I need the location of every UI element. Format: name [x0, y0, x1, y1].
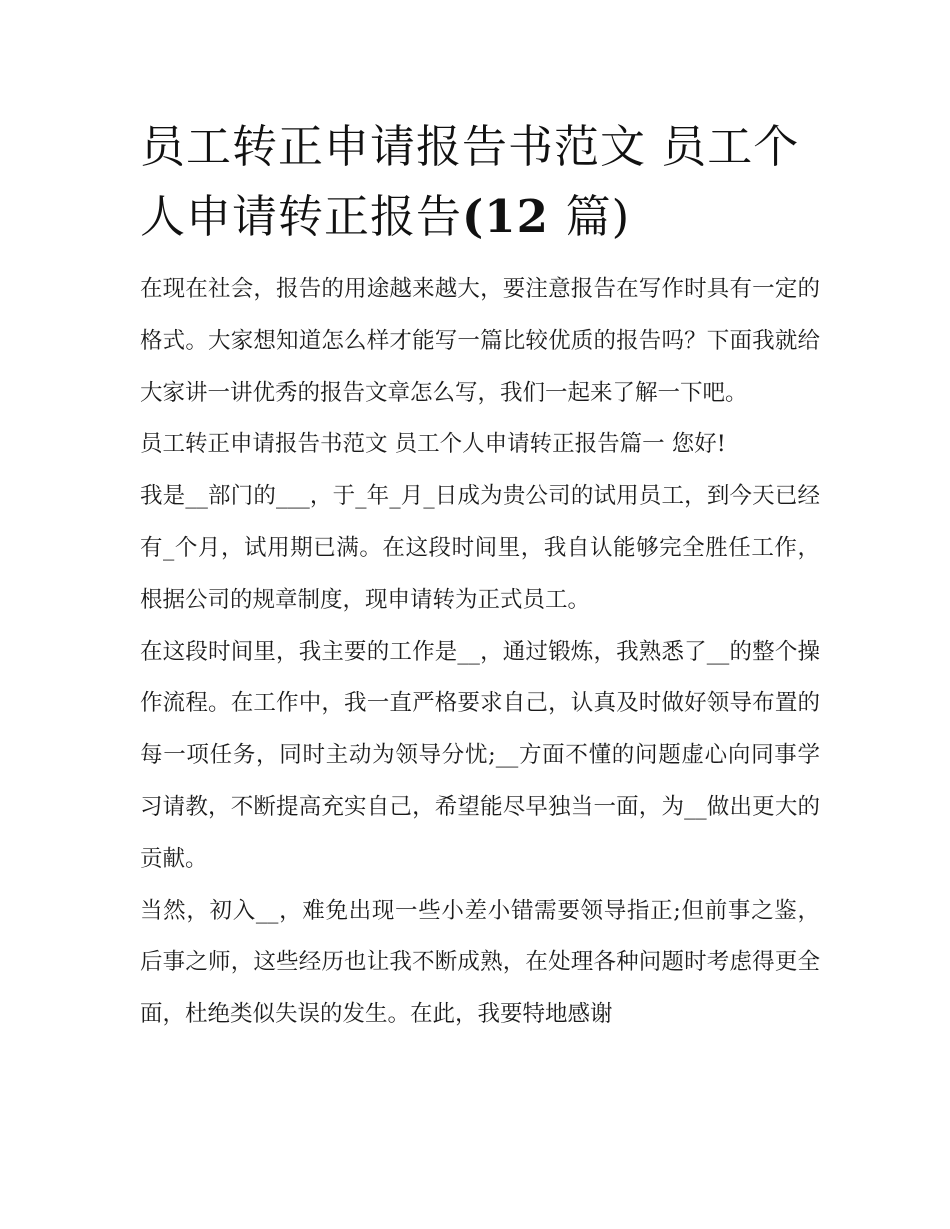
- document-content: [140, 112, 820, 1041]
- title-suffix: 篇): [565, 190, 631, 243]
- body-paragraph: 在这段时间里，我主要的工作是__，通过锻炼，我熟悉了__的整个操作流程。在工作中，我一直严格要求自己，认真及时做好领导布置的每一项任务，同时主动为领导分忧;__方面不懂的问题虚心向同事学习请教，不断提高充实自己，希望能尽早独当一面，为__做出更大的贡献。: [140, 638, 820, 872]
- intro-paragraph: 在现在社会，报告的用途越来越大，要注意报告在写作时具有一定的格式。大家想知道怎么样才能写一篇比较优质的报告吗？下面我就给大家讲一讲优秀的报告文章怎么写，我们一起来了解一下吧。: [140, 276, 820, 406]
- title-count: (12: [462, 190, 566, 243]
- document-title: [140, 112, 820, 252]
- title-text: 员工转正申请报告书范文 员工个人申请转正报告: [140, 120, 800, 243]
- document-body: [140, 264, 820, 1041]
- section-heading-paragraph: 员工转正申请报告书范文 员工个人申请转正报告篇一 您好!: [140, 431, 726, 458]
- body-paragraph: 我是__部门的___，于_年_月_日成为贵公司的试用员工，到今天已经有_个月，试用期已满。在这段时间里，我自认能够完全胜任工作，根据公司的规章制度，现申请转为正式员工。: [140, 483, 820, 613]
- body-paragraph: 当然，初入__，难免出现一些小差小错需要领导指正;但前事之鉴，后事之师，这些经历也让我不断成熟，在处理各种问题时考虑得更全面，杜绝类似失误的发生。在此，我要特地感谢: [140, 897, 820, 1028]
